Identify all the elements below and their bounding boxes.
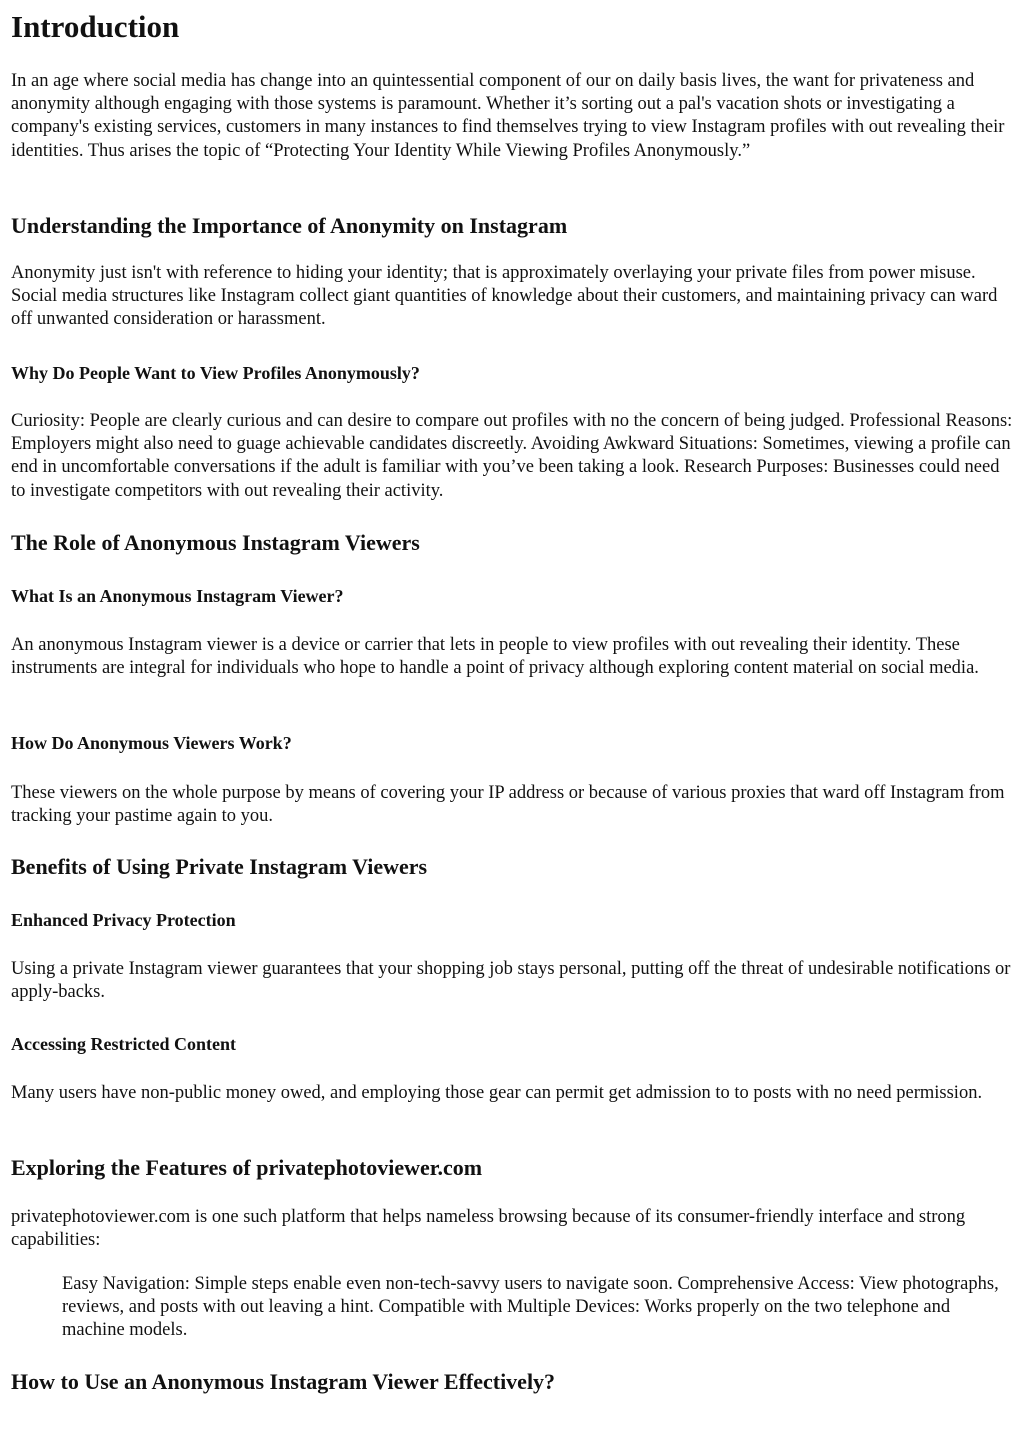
section-paragraph-features: privatephotoviewer.com is one such platform that helps nameless browsing because of its consumer-friendly interface and strong capabilities: (11, 1207, 966, 1251)
subsection-heading-why-view-anonymously: Why Do People Want to View Profiles Anonymously? (11, 363, 420, 383)
intro-paragraph: In an age where social media has change into an quintessential component of our on daily basis lives, the want for privateness and anonymity although engaging with those systems is paramount. Whether it’s sorting out a pal's vacation shots or investigating a company's existing services, customers in many instances to find themselves trying to view Instagram profiles with out revealing their identities. Thus arises the topic of “Protecting Your Identity While Viewing Profiles Anonymously.” (11, 71, 1005, 161)
page-title: Introduction (11, 9, 180, 44)
section-heading-anonymous-viewers-role: The Role of Anonymous Instagram Viewers (11, 530, 420, 555)
subsection-paragraph-what-is-viewer: An anonymous Instagram viewer is a device or carrier that lets in people to view profiles with out revealing their identity. These instruments are integral for individuals who hope to handle a point of privacy although exploring content material on social media. (11, 635, 979, 679)
section-heading-how-to-use: How to Use an Anonymous Instagram Viewer Effectively? (11, 1369, 556, 1394)
subsection-paragraph-why-view-anonymously: Curiosity: People are clearly curious and can desire to compare out profiles with no the concern of being judged. Professional Reasons: Employers might also need to guage achievable candidates discreetly. Avoiding Awkward Situations: Sometimes, viewing a profile can end in uncomfortable conversations if the adult is familiar with you’ve been taking a look. Research Purposes: Businesses could need to investigate competitors with out revealing their activity. (11, 411, 1013, 501)
subsection-paragraph-privacy-protection: Using a private Instagram viewer guarantees that your shopping job stays personal, putting off the threat of undesirable notifications or apply-backs. (11, 959, 1011, 1003)
subsection-paragraph-how-viewers-work: These viewers on the whole purpose by means of covering your IP address or because of various proxies that ward off Instagram from tracking your pastime again to you. (11, 783, 1005, 827)
subsection-paragraph-restricted-content: Many users have non-public money owed, and employing those gear can permit get admission to to posts with no need permission. (11, 1083, 983, 1103)
subsection-heading-privacy-protection: Enhanced Privacy Protection (11, 910, 236, 930)
subsection-heading-restricted-content: Accessing Restricted Content (11, 1034, 236, 1054)
section-heading-features: Exploring the Features of privatephotoviewer.com (11, 1155, 483, 1180)
section-heading-anonymity-importance: Understanding the Importance of Anonymity on Instagram (11, 213, 568, 238)
section-heading-benefits: Benefits of Using Private Instagram Viewers (11, 854, 428, 879)
subsection-heading-what-is-viewer: What Is an Anonymous Instagram Viewer? (11, 586, 344, 606)
features-blockquote: Easy Navigation: Simple steps enable even non-tech-savvy users to navigate soon. Comprehensive Access: View photographs, reviews, and posts with out leaving a hint. Compatible with Multiple Devices: Works properly on the two telephone and machine models. (62, 1274, 999, 1341)
subsection-heading-how-viewers-work: How Do Anonymous Viewers Work? (11, 733, 292, 753)
section-paragraph-anonymity-importance: Anonymity just isn't with reference to hiding your identity; that is approximately overlaying your private files from power misuse. Social media structures like Instagram collect giant quantities of knowledge about their customers, and maintaining privacy can ward off unwanted consideration or harassment. (11, 263, 998, 330)
